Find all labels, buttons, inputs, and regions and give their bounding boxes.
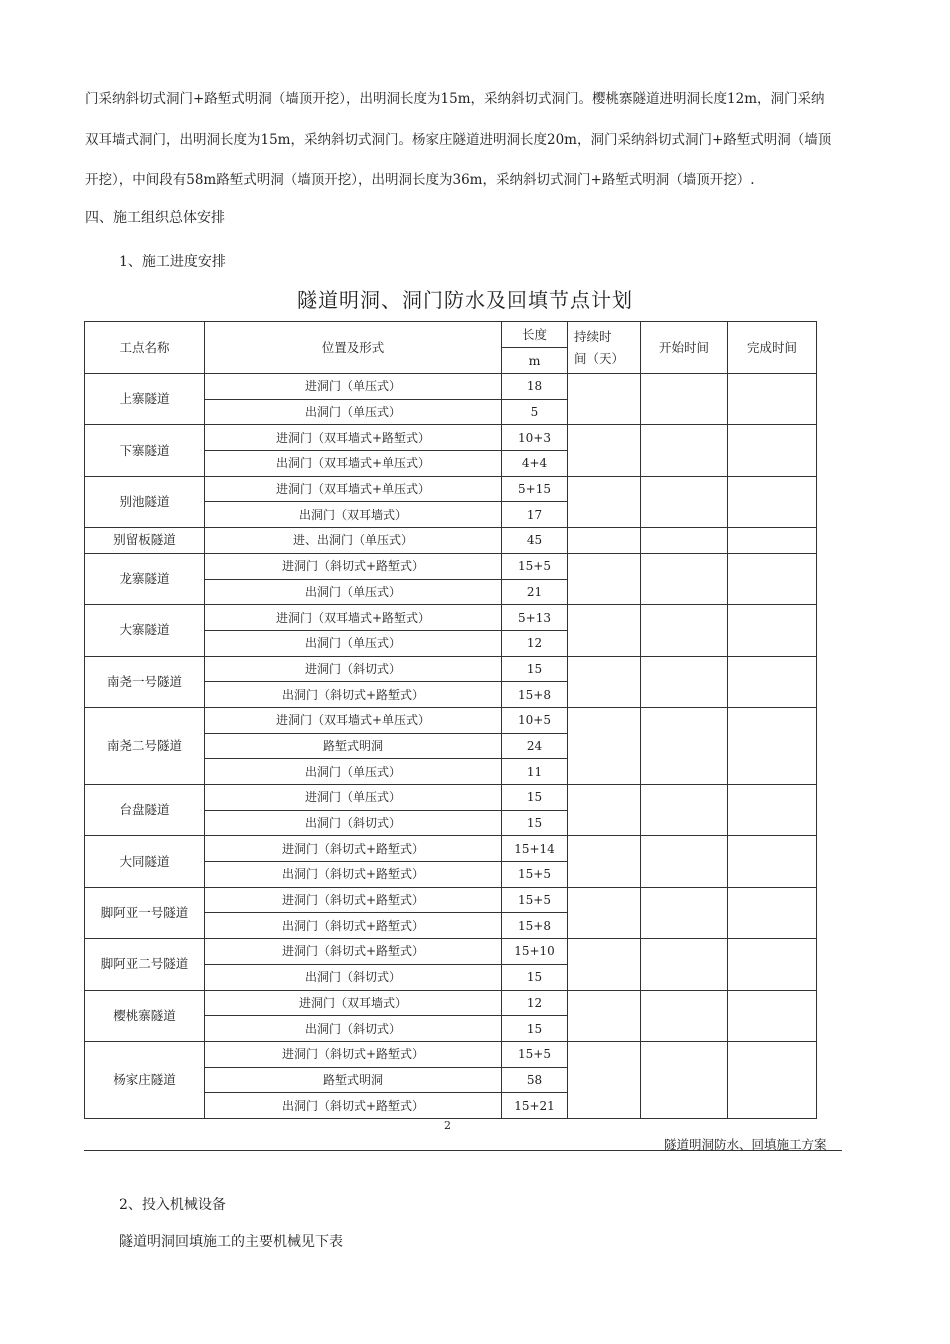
table-body xyxy=(85,374,817,1119)
length-cell: 58 xyxy=(502,1067,568,1093)
length-cell: 10+5 xyxy=(502,707,568,733)
finish-time-cell xyxy=(728,553,817,604)
position-cell: 出洞门（单压式） xyxy=(205,759,502,785)
tunnel-name-cell: 大寨隧道 xyxy=(85,605,205,656)
position-cell: 进洞门（双耳墙式+路堑式） xyxy=(205,425,502,451)
intro-line-3: 开挖），中间段有58m路堑式明洞（墙顶开挖），出明洞长度为36m，采纳斜切式洞门+路堑式明洞（墙顶开挖）. xyxy=(85,172,755,188)
duration-cell xyxy=(568,656,641,707)
table-row xyxy=(85,785,817,811)
header-duration-line1: 持续时 xyxy=(574,328,612,344)
finish-time-cell xyxy=(728,656,817,707)
position-cell: 进洞门（斜切式+路堑式） xyxy=(205,939,502,965)
table-row xyxy=(85,836,817,862)
length-cell: 15 xyxy=(502,785,568,811)
table-row xyxy=(85,553,817,579)
length-cell: 15+5 xyxy=(502,862,568,888)
position-cell: 出洞门（双耳墙式） xyxy=(205,502,502,528)
position-cell: 出洞门（单压式） xyxy=(205,630,502,656)
tunnel-name-cell: 龙寨隧道 xyxy=(85,553,205,604)
position-cell: 进洞门（双耳墙式+单压式） xyxy=(205,476,502,502)
length-cell: 5+13 xyxy=(502,605,568,631)
length-cell: 15 xyxy=(502,964,568,990)
finish-time-cell xyxy=(728,939,817,990)
tunnel-name-cell: 南尧一号隧道 xyxy=(85,656,205,707)
tunnel-name-cell: 脚阿亚二号隧道 xyxy=(85,939,205,990)
start-time-cell xyxy=(641,656,728,707)
length-cell: 15 xyxy=(502,1016,568,1042)
intro-line-2: 双耳墙式洞门，出明洞长度为15m，采纳斜切式洞门。杨家庄隧道进明洞长度20m，洞门采纳斜切式洞门+路堑式明洞（墙顶 xyxy=(85,132,832,148)
header-position: 位置及形式 xyxy=(205,322,502,374)
position-cell: 出洞门（双耳墙式+单压式） xyxy=(205,451,502,477)
length-cell: 18 xyxy=(502,374,568,400)
duration-cell xyxy=(568,939,641,990)
tunnel-name-cell: 下寨隧道 xyxy=(85,425,205,476)
section-two-text: 隧道明洞回填施工的主要机械见下表 xyxy=(119,1234,343,1250)
tunnel-name-cell: 脚阿亚一号隧道 xyxy=(85,887,205,938)
start-time-cell xyxy=(641,990,728,1041)
intro-line-1: 门采纳斜切式洞门+路堑式明洞（墙顶开挖），出明洞长度为15m，采纳斜切式洞门。樱桃寨隧道进明洞长度12m，洞门采纳 xyxy=(85,91,825,107)
position-cell: 进、出洞门（单压式） xyxy=(205,528,502,554)
length-cell: 12 xyxy=(502,990,568,1016)
finish-time-cell xyxy=(728,836,817,887)
schedule-table xyxy=(84,321,817,1119)
duration-cell xyxy=(568,836,641,887)
length-cell: 15+8 xyxy=(502,682,568,708)
finish-time-cell xyxy=(728,528,817,554)
finish-time-cell xyxy=(728,605,817,656)
table-row xyxy=(85,476,817,502)
duration-cell xyxy=(568,476,641,527)
finish-time-cell xyxy=(728,476,817,527)
table-row xyxy=(85,990,817,1016)
table-title: 隧道明洞、洞门防水及回填节点计划 xyxy=(297,288,633,312)
tunnel-name-cell: 大同隧道 xyxy=(85,836,205,887)
length-cell: 11 xyxy=(502,759,568,785)
duration-cell xyxy=(568,605,641,656)
length-cell: 15+14 xyxy=(502,836,568,862)
footer-title: 隧道明洞防水、回填施工方案 xyxy=(664,1137,827,1152)
position-cell: 出洞门（斜切式） xyxy=(205,810,502,836)
length-cell: 45 xyxy=(502,528,568,554)
length-cell: 15 xyxy=(502,810,568,836)
duration-cell xyxy=(568,990,641,1041)
start-time-cell xyxy=(641,605,728,656)
duration-cell xyxy=(568,528,641,554)
position-cell: 进洞门（双耳墙式+单压式） xyxy=(205,707,502,733)
length-cell: 15+10 xyxy=(502,939,568,965)
length-cell: 21 xyxy=(502,579,568,605)
duration-cell xyxy=(568,887,641,938)
length-cell: 15+8 xyxy=(502,913,568,939)
position-cell: 进洞门（斜切式+路堑式） xyxy=(205,553,502,579)
length-cell: 15+5 xyxy=(502,1041,568,1067)
table-row xyxy=(85,605,817,631)
length-cell: 5 xyxy=(502,399,568,425)
position-cell: 出洞门（斜切式） xyxy=(205,964,502,990)
tunnel-name-cell: 樱桃寨隧道 xyxy=(85,990,205,1041)
header-duration-line2: 间（天） xyxy=(574,350,625,366)
position-cell: 进洞门（单压式） xyxy=(205,374,502,400)
duration-cell xyxy=(568,707,641,784)
duration-cell xyxy=(568,425,641,476)
table-row xyxy=(85,425,817,451)
header-length: 长度 xyxy=(502,322,568,348)
table-row xyxy=(85,656,817,682)
header-start: 开始时间 xyxy=(641,322,728,374)
finish-time-cell xyxy=(728,887,817,938)
position-cell: 进洞门（斜切式+路堑式） xyxy=(205,887,502,913)
tunnel-name-cell: 杨家庄隧道 xyxy=(85,1041,205,1118)
length-cell: 15+5 xyxy=(502,553,568,579)
position-cell: 出洞门（斜切式+路堑式） xyxy=(205,682,502,708)
position-cell: 出洞门（斜切式+路堑式） xyxy=(205,1093,502,1119)
tunnel-name-cell: 台盘隧道 xyxy=(85,785,205,836)
position-cell: 进洞门（斜切式） xyxy=(205,656,502,682)
length-cell: 12 xyxy=(502,630,568,656)
position-cell: 进洞门（斜切式+路堑式） xyxy=(205,836,502,862)
header-length-unit: m xyxy=(502,348,568,374)
position-cell: 路堑式明洞 xyxy=(205,1067,502,1093)
finish-time-cell xyxy=(728,374,817,425)
start-time-cell xyxy=(641,836,728,887)
header-name: 工点名称 xyxy=(85,322,205,374)
length-cell: 15+5 xyxy=(502,887,568,913)
duration-cell xyxy=(568,374,641,425)
header-duration xyxy=(568,322,641,374)
section-four-heading: 四、施工组织总体安排 xyxy=(85,210,225,226)
page-number: 2 xyxy=(444,1119,451,1132)
position-cell: 进洞门（双耳墙式） xyxy=(205,990,502,1016)
start-time-cell xyxy=(641,939,728,990)
start-time-cell xyxy=(641,374,728,425)
start-time-cell xyxy=(641,425,728,476)
footer-divider xyxy=(84,1150,842,1151)
finish-time-cell xyxy=(728,1041,817,1118)
length-cell: 5+15 xyxy=(502,476,568,502)
length-cell: 15 xyxy=(502,656,568,682)
length-cell: 15+21 xyxy=(502,1093,568,1119)
start-time-cell xyxy=(641,887,728,938)
start-time-cell xyxy=(641,528,728,554)
table-row xyxy=(85,887,817,913)
position-cell: 进洞门（斜切式+路堑式） xyxy=(205,1041,502,1067)
start-time-cell xyxy=(641,553,728,604)
finish-time-cell xyxy=(728,785,817,836)
table-row xyxy=(85,1041,817,1067)
tunnel-name-cell: 上寨隧道 xyxy=(85,374,205,425)
length-cell: 17 xyxy=(502,502,568,528)
section-two-heading: 2、投入机械设备 xyxy=(119,1197,226,1213)
duration-cell xyxy=(568,1041,641,1118)
tunnel-name-cell: 别池隧道 xyxy=(85,476,205,527)
finish-time-cell xyxy=(728,707,817,784)
tunnel-name-cell: 别留板隧道 xyxy=(85,528,205,554)
table-row xyxy=(85,528,817,554)
table-row xyxy=(85,707,817,733)
length-cell: 24 xyxy=(502,733,568,759)
length-cell: 4+4 xyxy=(502,451,568,477)
start-time-cell xyxy=(641,785,728,836)
duration-cell xyxy=(568,785,641,836)
section-one-heading: 1、施工进度安排 xyxy=(119,254,226,270)
position-cell: 出洞门（斜切式+路堑式） xyxy=(205,862,502,888)
start-time-cell xyxy=(641,707,728,784)
table-row xyxy=(85,374,817,400)
position-cell: 出洞门（斜切式+路堑式） xyxy=(205,913,502,939)
header-finish: 完成时间 xyxy=(728,322,817,374)
finish-time-cell xyxy=(728,990,817,1041)
position-cell: 出洞门（斜切式） xyxy=(205,1016,502,1042)
position-cell: 出洞门（单压式） xyxy=(205,399,502,425)
finish-time-cell xyxy=(728,425,817,476)
length-cell: 10+3 xyxy=(502,425,568,451)
start-time-cell xyxy=(641,1041,728,1118)
position-cell: 出洞门（单压式） xyxy=(205,579,502,605)
position-cell: 进洞门（单压式） xyxy=(205,785,502,811)
start-time-cell xyxy=(641,476,728,527)
position-cell: 进洞门（双耳墙式+路堑式） xyxy=(205,605,502,631)
duration-cell xyxy=(568,553,641,604)
position-cell: 路堑式明洞 xyxy=(205,733,502,759)
table-row xyxy=(85,939,817,965)
tunnel-name-cell: 南尧二号隧道 xyxy=(85,707,205,784)
